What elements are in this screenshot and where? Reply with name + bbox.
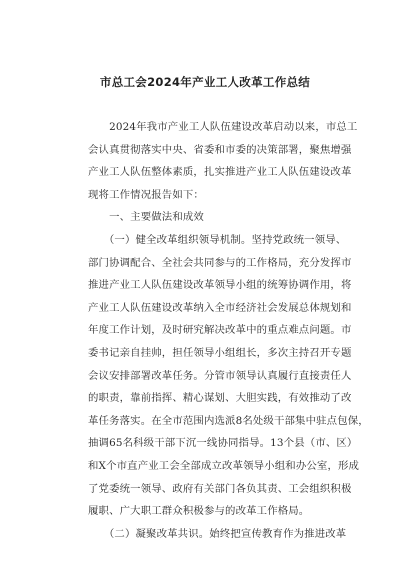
paragraph-line: 委书记亲自挂帅，担任领导小组组长，多次主持召开专题	[88, 346, 352, 359]
paragraph-line: （一）健全改革组织领导机制。坚持党政统一领导、	[88, 233, 347, 246]
paragraph-line: 和X个市直产业工会全部成立改革领导小组和办公室，形成	[88, 459, 360, 472]
document-body	[88, 116, 369, 545]
paragraph-line: 产业工人队伍建设改革纳入全市经济社会发展总体规划和	[88, 301, 352, 314]
paragraph-line: 2024年我市产业工人队伍建设改革启动以来，市总工	[88, 121, 358, 133]
paragraph-line: 抽调65名科级干部下沉一线协同指导。13个县（市、区）	[88, 437, 358, 450]
paragraph-line: 推进产业工人队伍建设改革领导小组的统筹协调作用，将	[88, 279, 352, 292]
paragraph-line: 现将工作情况报告如下：	[88, 188, 204, 201]
paragraph-line: （二）凝聚改革共识。始终把宣传教育作为推进改革	[88, 527, 347, 540]
paragraph-line: 会认真贯彻落实中央、省委和市委的决策部署，聚焦增强	[88, 143, 352, 156]
paragraph-line: 革任务落实。在全市范围内选派8名处级干部集中驻点包保，	[88, 414, 369, 427]
section-heading: 一、主要做法和成效	[88, 211, 204, 224]
paragraph-line: 了党委统一领导、政府有关部门各负其责、工会组织积极	[88, 482, 352, 495]
paragraph-line: 部门协调配合、全社会共同参与的工作格局，充分发挥市	[88, 256, 352, 269]
paragraph-line: 年度工作计划，及时研究解决改革中的重点难点问题。市	[88, 324, 352, 337]
paragraph-line: 的职责，靠前指挥、精心谋划、大胆实践，有效推动了改	[88, 392, 352, 405]
paragraph-line: 会议安排部署改革任务。分管市领导认真履行直接责任人	[88, 369, 352, 382]
paragraph-line: 产业工人队伍整体素质，扎实推进产业工人队伍建设改革	[88, 166, 352, 179]
document-title: 市总工会2024年产业工人改革工作总结	[99, 75, 311, 89]
paragraph-line: 履职、广大职工群众积极参与的改革工作格局。	[88, 505, 310, 518]
